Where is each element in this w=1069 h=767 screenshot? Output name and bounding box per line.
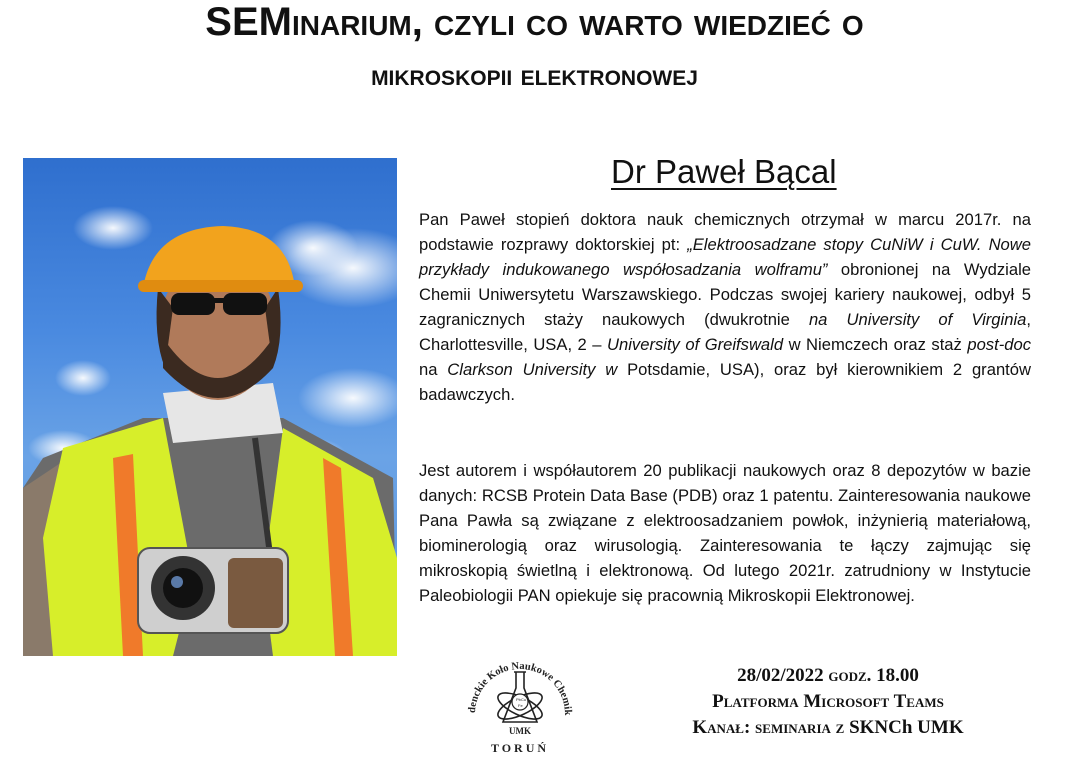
title-sem: SEM [205, 0, 292, 44]
event-godz-label: godz. [828, 665, 872, 686]
bio-paragraph-2: Jest autorem i współautorem 20 publikacji naukowych oraz 8 depozytów w bazie danych: RCSB Protein Data Base (PDB) oraz 1 patentu. Zainteresowania naukowe Pana Pawła są związane z elektroosadzaniem powłok, inżynierią materiałową, biominerologią oraz wirusologią. Zainteresowania te łączy zajmując się mikroskopią świetlną i elektronową. Od lutego 2021r. zatrudniony w Instytucie Paleobiologii PAN opiekuje się pracownią Mikroskopii Elektronowej. [419, 461, 1031, 605]
bio-text: obronionej na Wydziale Chemii Uniwersytetu Warszawskiego. Podczas swojej kariery naukowej, odbył 5 zagranicznych staży naukowych (dwukrotnie [419, 260, 1031, 329]
thesis-title: „Elektroosadzane stopy CuNiW i CuW. Nowe przykłady indukowanego współosadzania wolframu” [419, 235, 1031, 279]
event-channel-prefix: Kanał: seminaria z [692, 717, 850, 738]
bio-text: Pan Paweł stopień doktora nauk chemicznych otrzymał w marcu 2017r. na podstawie rozprawy doktorskiej pt: [419, 210, 1031, 254]
event-date: 28/02/2022 [737, 665, 824, 686]
event-channel-name: SKNCh UMK [849, 717, 964, 738]
speaker-name: Dr Paweł Bącal [611, 153, 837, 190]
clarkson-university: Clarkson University w [447, 360, 618, 379]
logo-ring-text: denckie Koło Naukowe Chemik [466, 660, 574, 716]
title-line-1-rest: inarium, czyli co warto wiedzieć o [291, 0, 864, 44]
title-line-1 [0, 0, 1069, 44]
bio-text: , Charlottesville, USA, 2 – [419, 310, 1031, 354]
event-time: 18.00 [876, 665, 919, 686]
skn-logo [457, 654, 583, 762]
logo-cell-label: Fe [518, 703, 523, 708]
event-platform: Platforma Microsoft Teams [712, 691, 944, 712]
logo-umk: UMK [509, 726, 531, 736]
bio-paragraph-1 [419, 207, 1031, 407]
event-channel [600, 716, 1056, 740]
event-date-line [600, 664, 1056, 688]
bio-text: w Niemczech oraz staż [783, 335, 968, 354]
postdoc-term: post-doc [967, 335, 1031, 354]
speaker-photo [23, 158, 397, 656]
university-virginia: na University of Virginia [808, 310, 1027, 329]
university-greifswald: University of Greifswald [607, 335, 784, 354]
title-line-2: mikroskopii elektronowej [371, 59, 698, 92]
bio-text: Potsdamie, USA), oraz był kierownikiem 2 grantów badawczych. [419, 360, 1031, 404]
bio-text: na [419, 360, 448, 379]
logo-torun: TORUŃ [490, 741, 550, 755]
logo-cell-label: Cu [521, 697, 527, 702]
logo-cell-label: Pb [516, 697, 521, 702]
